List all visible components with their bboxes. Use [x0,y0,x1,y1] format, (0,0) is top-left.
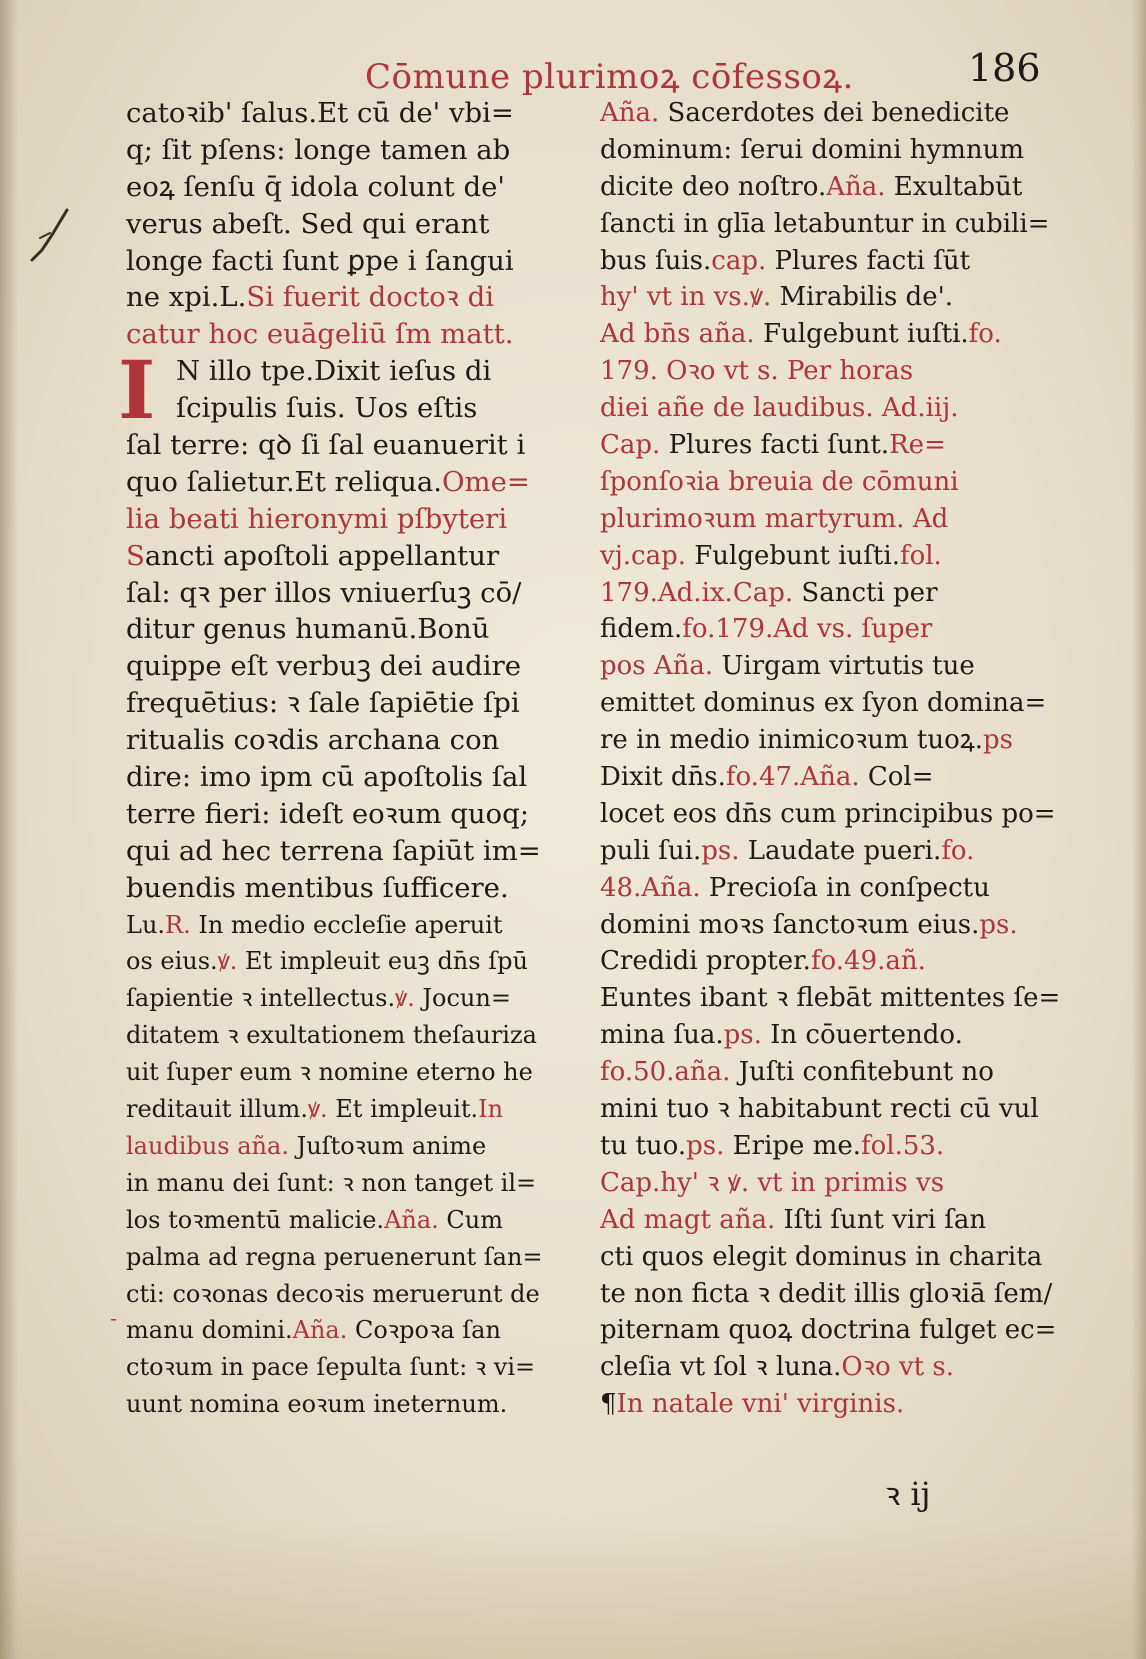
body-text: tu tuo. [600,1130,687,1161]
text-line [126,833,586,870]
text-line [600,1312,1057,1349]
left-column [118,95,586,1423]
text-line [126,1239,586,1276]
rubric-text: hy' vt in vs.ꝟ. [600,282,772,313]
body-text: q; ſit pſens: longe tamen ab [126,133,511,166]
rubric-text: 48.Aña. [600,872,701,903]
body-text: mini tuo ꝛ habitabunt recti cū vul [600,1094,1039,1125]
text-line [600,1386,1050,1423]
rubric-text: R. [165,910,191,939]
body-text: bus ſuis. [600,245,712,276]
text-line [600,685,1050,722]
text-line [600,353,1050,390]
body-text: ¶ [600,1389,617,1420]
body-text: ancti apoſtoli appellantur [144,539,500,572]
body-text: ne xpi. [126,281,220,314]
text-line [126,279,586,316]
rubric-text: In natale vni' virginis. [616,1389,905,1420]
text-line [126,1054,586,1091]
body-text: ſcipulis ſuis. Uos eſtis [176,392,478,425]
text-line [600,1349,1050,1386]
text-line [126,796,586,833]
body-text: ditur genus humanū.Bonū [126,613,490,646]
body-text: puli ſui. [600,835,702,866]
text-line [600,907,1050,944]
rubric-text: ps [983,725,1014,756]
text-line [600,722,1050,759]
body-text: os eius. [126,947,218,976]
text-line [600,501,1050,538]
rubric-text: cap. [711,245,767,276]
body-text: N illo tpe.Dixit ieſus di [176,355,492,388]
rubric-text: 179.Ad.ix.Cap. [600,577,794,608]
body-text: longe facti ſunt ꝑpe i ſangui [126,244,514,277]
text-line [600,390,1050,427]
body-text: cti quos elegit dominus in charita [600,1241,1043,1272]
rubric-text: fol. [899,540,942,571]
rubric-text: fo.179.Ad vs. ſuper [682,614,933,645]
body-text: ditatem ꝛ exultationem theſauriza [126,1021,537,1050]
body-text: In cōuertendo. [761,1020,963,1051]
rubric-text: fo. [968,319,1002,350]
rubric-text: Ome= [442,465,530,498]
body-text: Et impleuit euꝫ dn̄s ſpū [237,947,528,976]
rubric-text: ps. [686,1130,725,1161]
rubric-text: fo.49.añ. [810,946,926,977]
text-line [126,243,586,280]
body-text: Cum [438,1205,504,1234]
body-text: ctoꝛum in pace ſepulta ſunt: ꝛ vi= [126,1353,536,1382]
body-text: Eripe me. [724,1130,861,1161]
text-line [126,907,586,944]
rubric-text: Aña. [384,1205,439,1234]
body-text: domini moꝛs ſanctoꝛum eius. [600,909,980,940]
body-text: Fulgebunt iuſti. [754,319,969,350]
text-line [126,1276,586,1313]
body-text: Dixit dn̄s. [600,762,726,793]
rubric-text: Aña. [826,171,886,202]
page-edge-shadow-left [0,0,18,1659]
body-text: ſal: qꝛ per illos vniuerſuꝫ cō/ [126,576,522,609]
rubric-text: ſponſoꝛia breuia de cōmuni [600,466,959,497]
text-line [600,1054,1050,1091]
text-line [600,1091,1050,1128]
text-line [126,1128,586,1165]
text-line [126,132,586,169]
body-text: eoꝝ ſenſu q̄ idola colunt de' [126,170,505,203]
body-text: frequētius: ꝛ ſale ſapiētie ſpi [126,687,520,720]
body-text: re in medio inimicoꝛum tuoꝝ. [600,725,984,756]
rubric-text: fo. [941,835,975,866]
ink-pen-mark-icon [22,205,82,265]
body-text: in manu dei ſunt: ꝛ non tanget il= [126,1168,537,1197]
body-text: manu domini. [126,1316,293,1345]
body-text: catoꝛib' ſalus.Et cū de' vbi= [126,97,514,129]
body-text: In medio eccleſie aperuit [190,910,503,939]
body-text: Lu. [126,910,166,939]
rubric-text: fol.53. [860,1130,945,1161]
rubric-text: 179. Oꝛo vt s. Per horas [600,356,914,387]
body-text: dire: imo ipm cū apoſtolis ſal [126,761,528,794]
rubric-text: S [126,539,145,572]
body-text: Fulgebunt iuſti. [686,540,900,571]
body-text: uunt nomina eoꝛum ineternum. [126,1390,508,1419]
text-line [126,501,586,538]
folio-number: 186 [968,46,1041,90]
rubric-text: Aña. [600,98,660,128]
body-text: los toꝛmentū malicie. [126,1205,385,1234]
rubric-text: In [478,1095,504,1124]
text-line [600,980,1061,1017]
text-line [126,1165,586,1202]
body-text: Juſtoꝛum anime [288,1131,487,1160]
body-text: Coꝛpoꝛa ſan [347,1316,501,1345]
text-line [600,1128,1050,1165]
body-text: emittet dominus ex ſyon domina= [600,688,1047,719]
text-line [126,95,586,132]
text-line [600,95,1050,132]
rubric-text: Aña. [292,1316,348,1345]
text-line [126,648,586,685]
body-text: ritualis coꝛdis archana con [126,724,500,757]
body-text: Sacerdotes dei benedicite [659,98,1010,128]
text-line [600,464,1050,501]
text-line [600,575,1050,612]
body-text: palma ad regna peruenerunt ſan= [126,1242,543,1271]
rubric-text: Si fuerit doctoꝛ di [246,281,495,314]
rubric-text: fo.47.Aña. [725,762,860,793]
body-text: ſancti in glīa letabuntur in cubili= [600,208,1050,239]
text-line [126,1091,586,1128]
rubric-text: Cap.hy' ꝛ ꝟ. vt in primis vs [600,1167,945,1198]
text-line [600,279,1050,316]
text-line [126,575,586,612]
text-line [126,1349,586,1386]
text-line [126,759,586,796]
page-edge-shadow-right [1132,0,1146,1659]
rubric-text: fo.50.aña. [600,1057,731,1088]
body-text: Laudate pueri. [739,835,942,866]
body-text: ſapientie ꝛ intellectus. [126,984,396,1013]
rubric-text: diei añe de laudibus. Ad.iij. [600,393,959,424]
text-line [126,1017,586,1054]
text-line [126,316,586,353]
text-line [600,611,1050,648]
paper-stain [0,1519,1146,1659]
text-line [126,943,586,980]
rubric-text: ꝟ. [395,984,415,1013]
body-text: qui ad hec terrena ſapiūt im= [126,834,541,867]
body-text: cti: coꝛonas decoꝛis meruerunt de [126,1279,540,1308]
decorated-initial: I [118,343,156,438]
body-text: quippe eſt verbuꝫ dei audire [126,650,521,683]
body-text: Euntes ibant ꝛ flebāt mittentes ſe= [600,983,1061,1014]
body-text: dicite deo noſtro. [600,171,827,202]
body-text: Iſti ſunt viri ſan [775,1204,987,1235]
text-line [600,427,1050,464]
right-column [600,95,1061,1423]
text-line [126,427,586,464]
text-line [600,1017,1050,1054]
text-line [126,722,586,759]
text-line [600,1239,1050,1276]
text-line [600,943,1050,980]
rubric-text: ꝟ. [307,1095,328,1124]
rubric-text: vj.cap. [600,540,686,571]
text-line [126,685,586,722]
rubric-text: Ad magt aña. [600,1204,776,1235]
body-text: ſal terre: qꝺ ſi ſal euanuerit i [126,429,526,462]
body-text: verus abeſt. Sed qui erant [126,207,490,240]
body-text: reditauit illum. [126,1095,308,1124]
text-line [600,1202,1050,1239]
body-text: terre fieri: ideſt eoꝛum quoq; [126,797,529,830]
rubric-text: Oꝛo vt s. [841,1352,954,1383]
text-line [126,1386,586,1423]
body-text: quo ſalietur.Et reliqua. [126,465,443,498]
text-line [600,870,1050,907]
body-text: Precioſa in conſpectu [700,872,990,903]
rubric-text: ps. [701,835,740,866]
body-text: mina ſua. [600,1020,724,1051]
text-line [600,206,1050,243]
body-text: Col= [859,762,934,793]
text-line [600,833,1050,870]
text-line [126,1312,586,1349]
text-line [126,464,586,501]
body-text: Credidi propter. [600,946,811,977]
body-text: fidem. [600,614,683,645]
body-text: L. [219,281,247,314]
text-line [600,796,1056,833]
running-head: Cōmune plurimoꝝ cōfessoꝝ. [365,57,854,97]
body-text: Plures facti ſunt. [660,430,890,461]
text-line [600,169,1050,206]
body-text: Juſti confitebunt no [730,1057,994,1088]
text-line [600,316,1050,353]
rubric-text: laudibus aña. [126,1131,289,1160]
body-text: locet eos dn̄s cum principibus po= [600,798,1056,829]
body-text: cleſia vt ſol ꝛ luna. [600,1352,842,1383]
body-text: Sancti per [793,577,938,608]
text-line [600,132,1050,169]
rubric-text: plurimoꝛum martyrum. Ad [600,503,949,534]
margin-mark: - [110,1306,117,1330]
text-line [600,538,1050,575]
body-text: Et impleuit. [327,1095,479,1124]
body-text: Mirabilis de'. [771,282,953,313]
text-line [600,1165,1050,1202]
text-line [600,243,1050,280]
body-text: piternam quoꝝ doctrina fulget ec= [600,1315,1057,1346]
text-line [600,759,1050,796]
rubric-text: ꝟ. [217,947,238,976]
body-text: buendis mentibus ſufficere. [126,871,509,904]
body-text: Uirgam virtutis tue [713,651,975,682]
rubric-text: ps. [979,909,1018,940]
rubric-text: pos Aña. [600,651,714,682]
rubric-text: Re= [889,430,946,461]
rubric-text: Cap. [600,430,661,461]
text-line [126,538,586,575]
text-line [126,870,586,907]
body-text: dominum: ſerui domini hymnum [600,134,1025,165]
rubric-text: ps. [723,1020,762,1051]
text-line [600,648,1050,685]
text-line [126,390,586,427]
body-text: Exultabūt [885,171,1023,202]
text-line [126,169,586,206]
text-line [600,1276,1053,1313]
body-text: Jocun= [414,984,511,1013]
text-line [126,980,586,1017]
catchword: ꝛ ij [885,1475,931,1513]
rubric-text: catur hoc euāgeliū ſm matt. [126,318,514,351]
text-line [126,206,586,243]
text-line [126,1202,586,1239]
body-text: uit ſuper eum ꝛ nomine eterno he [126,1058,533,1087]
rubric-text: lia beati hieronymi pſbyteri [126,502,508,535]
text-line [126,611,586,648]
body-text: Plures facti ſūt [766,245,971,276]
rubric-text: Ad bn̄s aña. [600,319,755,350]
body-text: te non ficta ꝛ dedit illis gloꝛiā ſem/ [600,1278,1053,1309]
